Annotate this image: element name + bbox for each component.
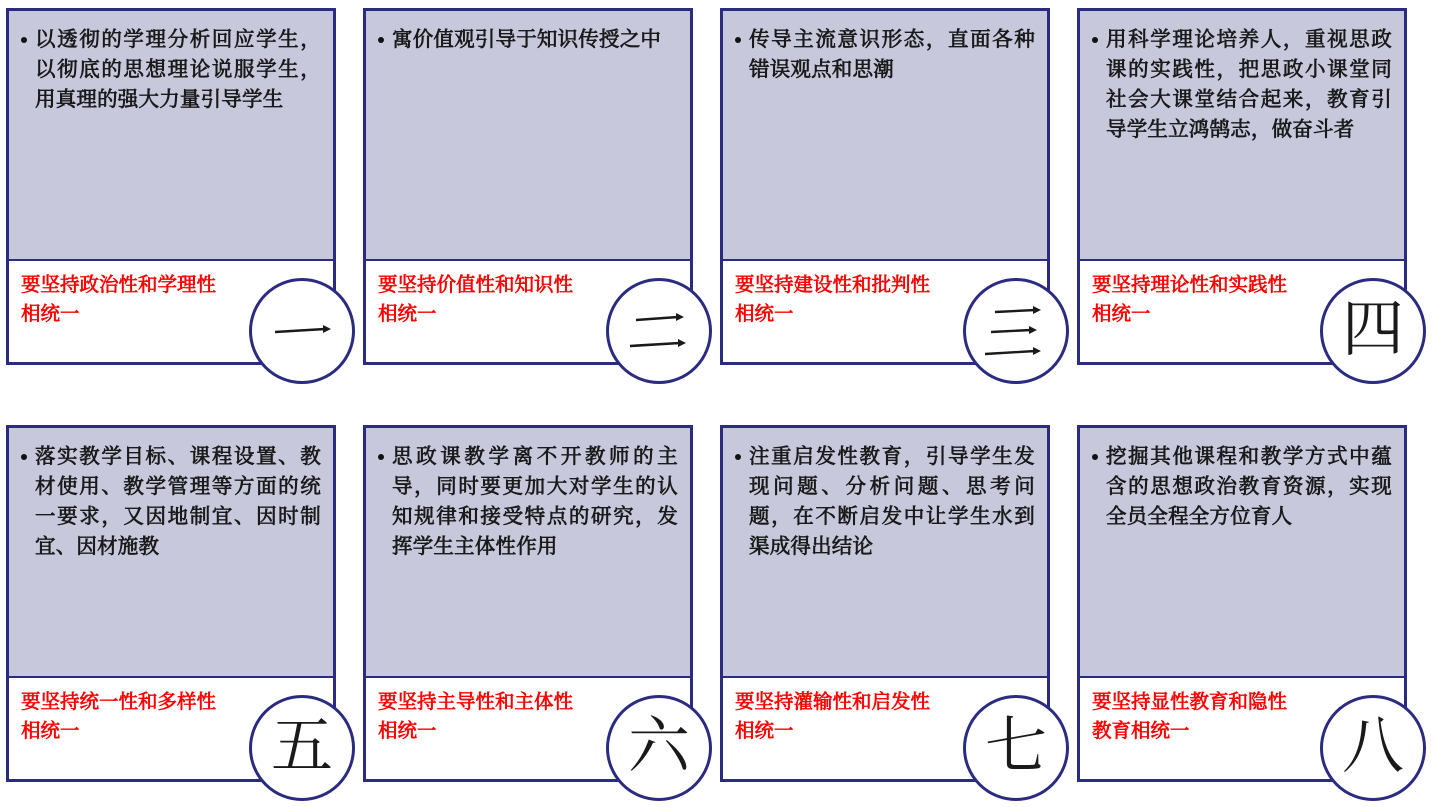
card-8-description bbox=[1080, 428, 1404, 676]
chinese-numeral-eight-icon bbox=[1320, 695, 1426, 801]
card-cell-2 bbox=[363, 8, 720, 390]
chinese-numeral-seven-icon bbox=[963, 695, 1069, 801]
card-6-principle-text: 要坚持主导性和主体性相统一 bbox=[378, 691, 574, 742]
card-6[interactable] bbox=[363, 425, 693, 782]
card-7-description bbox=[723, 428, 1047, 676]
card-6-numeral-text: 六 bbox=[627, 713, 690, 781]
bullet-point-icon bbox=[735, 37, 741, 43]
card-5-principle-text: 要坚持统一性和多样性相统一 bbox=[21, 691, 217, 742]
card-2-bullet-text: 寓价值观引导于知识传授之中 bbox=[392, 28, 662, 51]
card-cell-3 bbox=[720, 8, 1077, 390]
bullet-point-icon bbox=[378, 37, 384, 43]
card-4-principle-text: 要坚持理论性和实践性相统一 bbox=[1092, 274, 1288, 325]
card-6-bullet-text: 思政课教学离不开教师的主导，同时要更加大对学生的认知规律和接受特点的研究，发挥学生主体性作用 bbox=[392, 445, 678, 558]
card-cell-1 bbox=[6, 8, 363, 390]
chinese-numeral-three-icon bbox=[963, 278, 1069, 384]
card-4-principle bbox=[1080, 259, 1404, 362]
card-5[interactable] bbox=[6, 425, 336, 782]
card-7-numeral-text: 七 bbox=[984, 713, 1047, 781]
card-3-principle bbox=[723, 259, 1047, 362]
card-5-principle bbox=[9, 676, 333, 779]
card-1-bullet-text: 以透彻的学理分析回应学生，以彻底的思想理论说服学生，用真理的强大力量引导学生 bbox=[35, 28, 321, 111]
card-7[interactable] bbox=[720, 425, 1050, 782]
card-cell-6 bbox=[363, 425, 720, 807]
card-1[interactable] bbox=[6, 8, 336, 365]
card-7-principle bbox=[723, 676, 1047, 779]
bullet-point-icon bbox=[378, 454, 384, 460]
card-8-numeral-text: 八 bbox=[1341, 713, 1404, 781]
card-cell-7 bbox=[720, 425, 1077, 807]
card-8-bullet-text: 挖掘其他课程和教学方式中蕴含的思想政治教育资源，实现全员全程全方位育人 bbox=[1106, 445, 1392, 528]
card-3-principle-text: 要坚持建设性和批判性相统一 bbox=[735, 274, 931, 325]
card-7-principle-text: 要坚持灌输性和启发性相统一 bbox=[735, 691, 931, 742]
card-3-bullet-text: 传导主流意识形态，直面各种错误观点和思潮 bbox=[749, 28, 1035, 81]
bullet-point-icon bbox=[735, 454, 741, 460]
bullet-point-icon bbox=[21, 454, 27, 460]
card-8-principle-text: 要坚持显性教育和隐性教育相统一 bbox=[1092, 691, 1288, 742]
bullet-point-icon bbox=[1092, 454, 1098, 460]
card-8[interactable] bbox=[1077, 425, 1407, 782]
card-1-principle bbox=[9, 259, 333, 362]
card-6-description bbox=[366, 428, 690, 676]
card-cell-4 bbox=[1077, 8, 1432, 390]
chinese-numeral-five-icon bbox=[249, 695, 355, 801]
card-2-description bbox=[366, 11, 690, 259]
bullet-point-icon bbox=[1092, 37, 1098, 43]
card-4-description bbox=[1080, 11, 1404, 259]
bullet-point-icon bbox=[21, 37, 27, 43]
card-5-numeral-text: 五 bbox=[270, 713, 333, 781]
card-cell-5 bbox=[6, 425, 363, 807]
card-1-description bbox=[9, 11, 333, 259]
chinese-numeral-two-icon bbox=[606, 278, 712, 384]
card-4-bullet-text: 用科学理论培养人，重视思政课的实践性，把思政小课堂同社会大课堂结合起来，教育引导学生立鸿鹄志，做奋斗者 bbox=[1106, 28, 1392, 141]
card-7-bullet-text: 注重启发性教育，引导学生发现问题、分析问题、思考问题，在不断启发中让学生水到渠成得出结论 bbox=[749, 445, 1035, 558]
card-5-description bbox=[9, 428, 333, 676]
chinese-numeral-six-icon bbox=[606, 695, 712, 801]
card-2-principle bbox=[366, 259, 690, 362]
card-cell-8 bbox=[1077, 425, 1432, 807]
chinese-numeral-one-icon bbox=[249, 278, 355, 384]
card-3-description bbox=[723, 11, 1047, 259]
card-3[interactable] bbox=[720, 8, 1050, 365]
card-5-bullet-text: 落实教学目标、课程设置、教材使用、教学管理等方面的统一要求，又因地制宜、因时制宜、因材施教 bbox=[35, 445, 321, 558]
chinese-numeral-four-icon bbox=[1320, 278, 1426, 384]
card-2[interactable] bbox=[363, 8, 693, 365]
card-4[interactable] bbox=[1077, 8, 1407, 365]
card-1-principle-text: 要坚持政治性和学理性相统一 bbox=[21, 274, 217, 325]
card-4-numeral-text: 四 bbox=[1341, 296, 1404, 364]
card-2-principle-text: 要坚持价值性和知识性相统一 bbox=[378, 274, 574, 325]
card-8-principle bbox=[1080, 676, 1404, 779]
card-6-principle bbox=[366, 676, 690, 779]
